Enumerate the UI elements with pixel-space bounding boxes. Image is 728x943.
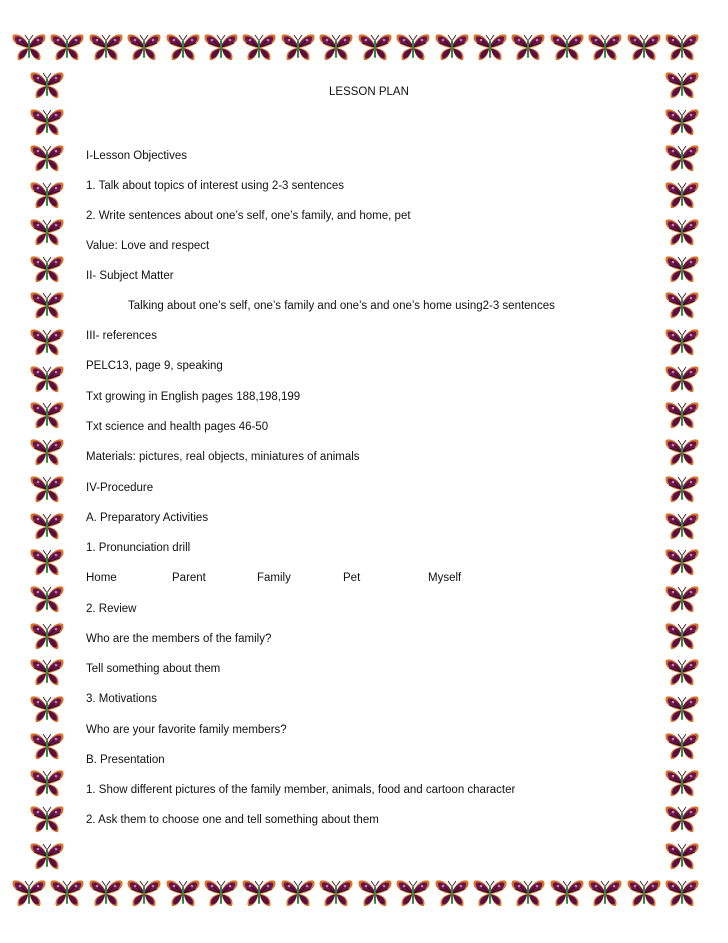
- butterfly-icon: [664, 694, 700, 724]
- butterfly-icon: [357, 32, 393, 62]
- butterfly-icon: [395, 32, 431, 62]
- butterfly-icon: [664, 437, 700, 467]
- butterfly-icon: [395, 878, 431, 908]
- butterfly-icon: [241, 878, 277, 908]
- butterfly-icon: [29, 768, 65, 798]
- text-line: 1. Show different pictures of the family member, animals, food and cartoon character: [86, 784, 516, 796]
- butterfly-icon: [241, 32, 277, 62]
- butterfly-icon: [29, 364, 65, 394]
- butterfly-icon: [664, 621, 700, 651]
- text-line: II- Subject Matter: [86, 270, 174, 282]
- butterfly-icon: [664, 290, 700, 320]
- butterfly-icon: [510, 878, 546, 908]
- butterfly-icon: [664, 143, 700, 173]
- butterfly-icon: [29, 400, 65, 430]
- butterfly-icon: [664, 547, 700, 577]
- text-line: 2. Write sentences about one’s self, one’s family, and home, pet: [86, 210, 411, 222]
- butterfly-icon: [664, 180, 700, 210]
- butterfly-icon: [29, 254, 65, 284]
- butterfly-icon: [29, 437, 65, 467]
- text-line: Who are the members of the family?: [86, 633, 272, 645]
- butterfly-icon: [664, 731, 700, 761]
- text-line: 2. Ask them to choose one and tell something about them: [86, 814, 379, 826]
- butterfly-icon: [29, 584, 65, 614]
- butterfly-icon: [664, 804, 700, 834]
- butterfly-icon: [472, 878, 508, 908]
- text-line: Materials: pictures, real objects, miniatures of animals: [86, 451, 360, 463]
- butterfly-icon: [549, 32, 585, 62]
- drill-word: Myself: [428, 572, 462, 584]
- butterfly-icon: [587, 878, 623, 908]
- butterfly-icon: [664, 768, 700, 798]
- butterfly-icon: [664, 474, 700, 504]
- butterfly-icon: [11, 32, 47, 62]
- butterfly-icon: [29, 657, 65, 687]
- text-line: A. Preparatory Activities: [86, 512, 209, 524]
- butterfly-icon: [664, 584, 700, 614]
- butterfly-icon: [549, 878, 585, 908]
- text-line: Who are your favorite family members?: [86, 724, 287, 736]
- text-line: Tell something about them: [86, 663, 221, 675]
- butterfly-icon: [29, 290, 65, 320]
- butterfly-icon: [664, 327, 700, 357]
- butterfly-icon: [29, 107, 65, 137]
- butterfly-icon: [280, 32, 316, 62]
- butterfly-icon: [126, 32, 162, 62]
- butterfly-icon: [11, 878, 47, 908]
- butterfly-icon: [472, 32, 508, 62]
- butterfly-icon: [88, 878, 124, 908]
- butterfly-icon: [49, 32, 85, 62]
- butterfly-icon: [280, 878, 316, 908]
- butterfly-icon: [165, 878, 201, 908]
- butterfly-icon: [203, 32, 239, 62]
- butterfly-icon: [664, 400, 700, 430]
- butterfly-icon: [510, 32, 546, 62]
- text-line: Txt science and health pages 46-50: [86, 421, 269, 433]
- butterfly-icon: [318, 32, 354, 62]
- text-line-indented: Talking about one’s self, one’s family and one’s and one’s home using2-3 sentences: [128, 300, 555, 312]
- butterfly-icon: [664, 511, 700, 541]
- butterfly-icon: [29, 621, 65, 651]
- butterfly-icon: [434, 32, 470, 62]
- text-line: 3. Motivations: [86, 693, 157, 705]
- butterfly-icon: [434, 878, 470, 908]
- text-line: Value: Love and respect: [86, 240, 210, 252]
- butterfly-icon: [664, 364, 700, 394]
- butterfly-icon: [664, 878, 700, 908]
- text-line: III- references: [86, 330, 157, 342]
- butterfly-icon: [664, 841, 700, 871]
- butterfly-icon: [29, 180, 65, 210]
- butterfly-icon: [88, 32, 124, 62]
- butterfly-icon: [126, 878, 162, 908]
- drill-word: Family: [257, 572, 291, 584]
- text-line: B. Presentation: [86, 754, 165, 766]
- butterfly-icon: [29, 474, 65, 504]
- drill-word: Home: [86, 572, 117, 584]
- butterfly-icon: [29, 841, 65, 871]
- page-title: LESSON PLAN: [329, 86, 409, 98]
- text-line: PELC13, page 9, speaking: [86, 360, 223, 372]
- butterfly-icon: [626, 878, 662, 908]
- butterfly-icon: [29, 143, 65, 173]
- butterfly-icon: [49, 878, 85, 908]
- butterfly-icon: [664, 70, 700, 100]
- text-line: Txt growing in English pages 188,198,199: [86, 391, 301, 403]
- butterfly-icon: [664, 217, 700, 247]
- butterfly-icon: [29, 217, 65, 247]
- butterfly-icon: [664, 32, 700, 62]
- butterfly-icon: [29, 547, 65, 577]
- butterfly-icon: [626, 32, 662, 62]
- butterfly-icon: [29, 511, 65, 541]
- butterfly-icon: [29, 327, 65, 357]
- butterfly-icon: [29, 804, 65, 834]
- butterfly-icon: [29, 731, 65, 761]
- butterfly-icon: [357, 878, 393, 908]
- text-line: 1. Talk about topics of interest using 2-3 sentences: [86, 180, 345, 192]
- butterfly-icon: [165, 32, 201, 62]
- text-line: I-Lesson Objectives: [86, 150, 187, 162]
- butterfly-icon: [29, 70, 65, 100]
- butterfly-icon: [29, 694, 65, 724]
- drill-word: Pet: [343, 572, 361, 584]
- text-line: 2. Review: [86, 603, 137, 615]
- text-line: IV-Procedure: [86, 482, 154, 494]
- text-line: 1. Pronunciation drill: [86, 542, 191, 554]
- butterfly-icon: [203, 878, 239, 908]
- butterfly-icon: [318, 878, 354, 908]
- butterfly-icon: [664, 107, 700, 137]
- drill-word: Parent: [172, 572, 206, 584]
- butterfly-icon: [587, 32, 623, 62]
- butterfly-icon: [664, 254, 700, 284]
- butterfly-icon: [664, 657, 700, 687]
